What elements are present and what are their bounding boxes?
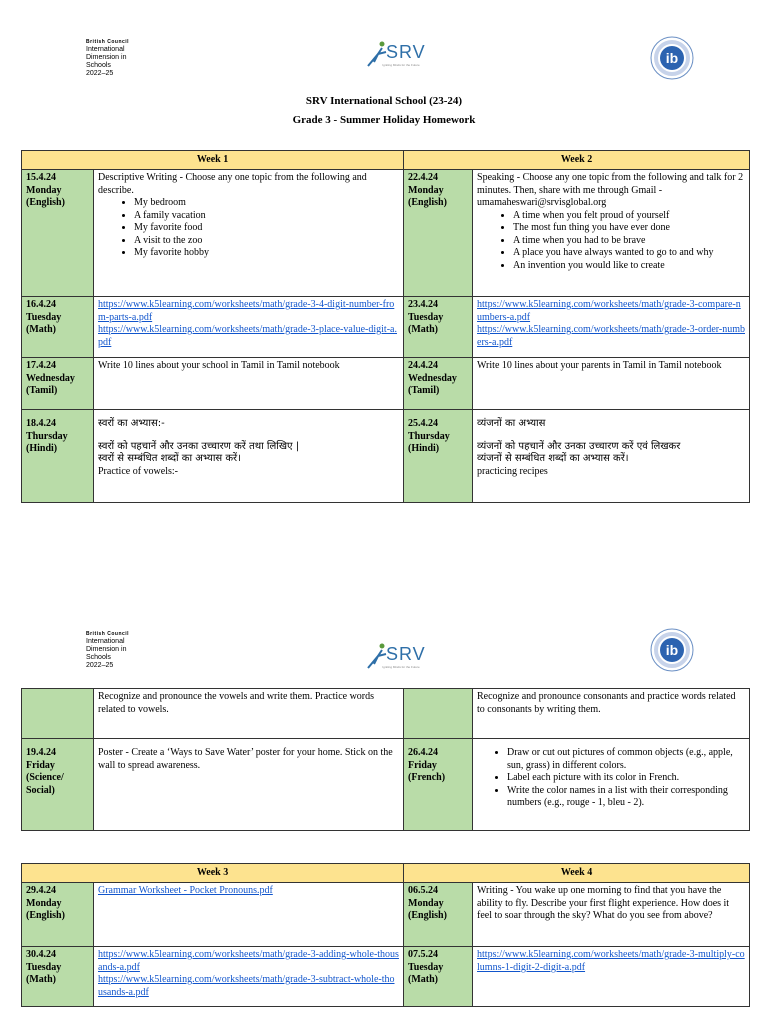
day-cell: 30.4.24 Tuesday (Math) [22, 947, 94, 1007]
ib-world-school-logo [650, 628, 694, 672]
day-cell: 07.5.24 Tuesday (Math) [404, 947, 473, 1007]
list-item: • Write the color names in a list with their corresponding numbers (e.g., rouge - 1, bleu - 2). [507, 785, 745, 810]
day-cell [404, 689, 473, 739]
worksheet-link[interactable]: https://www.k5learning.com/worksheets/math/grade-3-order-numbers-a.pdf [477, 324, 745, 348]
worksheet-link[interactable]: https://www.k5learning.com/worksheets/math/grade-3-subtract-whole-thousands-a.pdf [98, 974, 395, 998]
task-cell: Write 10 lines about your school in Tamil in Tamil notebook [94, 358, 404, 410]
list-item: • My bedroom [134, 197, 399, 210]
homework-table-continued [21, 688, 750, 831]
list-item: • A time when you felt proud of yourself [513, 210, 745, 223]
task-cell: Writing - You wake up one morning to find that you have the ability to fly. Describe your first flight experience. How does it feel to soar through the sky? What do you see from above? [473, 883, 750, 947]
day-cell: 29.4.24 Monday (English) [22, 883, 94, 947]
task-cell [473, 739, 750, 831]
list-item: • The most fun thing you have ever done [513, 222, 745, 235]
list-item: • A visit to the zoo [134, 235, 399, 248]
task-cell: व्यंजनों का अभ्यास व्यंजनों को पहचानें और उनका उच्चारण करें एवं लिखकर व्यंजनों से सम्बंधित शब्दों का अभ्यास करें। practicing recipes [473, 410, 750, 503]
grammar-worksheet-link[interactable]: Grammar Worksheet - Pocket Pronouns.pdf [98, 885, 273, 896]
task-cell [94, 297, 404, 358]
svg-text:ib: ib [665, 642, 679, 658]
task-cell [94, 947, 404, 1007]
list-item: • Label each picture with its color in French. [507, 772, 745, 785]
worksheet-link[interactable]: https://www.k5learning.com/worksheets/math/grade-3-place-value-digit-a.pdf [98, 324, 397, 348]
task-cell: Recognize and pronounce consonants and practice words related to consonants by writing them. [473, 689, 750, 739]
day-cell: 17.4.24 Wednesday (Tamil) [22, 358, 94, 410]
list-item: • A place you have always wanted to go to and why [513, 247, 745, 260]
list-item: • My favorite food [134, 222, 399, 235]
homework-table-weeks-1-2 [21, 150, 750, 503]
page-title: SRV International School (23-24) [305, 95, 463, 107]
day-cell [22, 689, 94, 739]
week-header: Week 2 [404, 151, 750, 170]
ib-world-school-logo [650, 36, 694, 80]
worksheet-link[interactable]: https://www.k5learning.com/worksheets/math/grade-3-4-digit-number-from-parts-a.pdf [98, 299, 395, 323]
srv-figure-icon [366, 642, 388, 670]
list-item: • A family vacation [134, 210, 399, 223]
list-item: • Draw or cut out pictures of common objects (e.g., apple, sun, grass) in different colors. [507, 747, 745, 772]
homework-table-weeks-3-4 [21, 863, 750, 1007]
task-cell: Speaking - Choose any one topic from the following and talk for 2 minutes. Then, share with me through Gmail - umamaheswari@srvisglobal.org • A time when you felt proud of yourself • The most fun thing you have ever done • A time when you had to be brave • A place you have always wanted to go to and why • An invention you would like to create [473, 170, 750, 297]
day-cell: 15.4.24 Monday (English) [22, 170, 94, 297]
day-cell: 22.4.24 Monday (English) [404, 170, 473, 297]
page-subtitle: Grade 3 - Summer Holiday Homework [292, 114, 476, 126]
week-header: Week 3 [22, 864, 404, 883]
day-cell: 25.4.24 Thursday (Hindi) [404, 410, 473, 503]
topic-list [477, 210, 745, 273]
task-cell: Write 10 lines about your parents in Tamil in Tamil notebook [473, 358, 750, 410]
british-council-badge: British Council [86, 631, 130, 637]
task-cell: स्वरों का अभ्यास:- स्वरों को पहचानें और उनका उच्चारण करें तथा लिखिए | स्वरों से सम्बंधित शब्दों का अभ्यास करें। Practice of vowels:- [94, 410, 404, 503]
topic-list [98, 197, 399, 260]
srv-logo: SRV Igniting Minds for the Future [368, 644, 434, 669]
task-cell [473, 947, 750, 1007]
list-item: • A time when you had to be brave [513, 235, 745, 248]
task-cell: Descriptive Writing - Choose any one topic from the following and describe. • My bedroom • A family vacation • My favorite food • A visit to the zoo • My favorite hobby [94, 170, 404, 297]
task-cell: Recognize and pronounce the vowels and write them. Practice words related to vowels. [94, 689, 404, 739]
svg-text:ib: ib [665, 50, 679, 66]
day-cell: 16.4.24 Tuesday (Math) [22, 297, 94, 358]
task-list [477, 747, 745, 810]
srv-figure-icon [366, 40, 388, 68]
srv-logo: SRV Igniting Minds for the Future [368, 42, 434, 67]
week-header: Week 1 [22, 151, 404, 170]
idis-logo: British Council International Dimension in Schools 2022–25 [86, 631, 130, 669]
day-cell: 23.4.24 Tuesday (Math) [404, 297, 473, 358]
task-cell: Poster - Create a ‘Ways to Save Water’ poster for your home. Stick on the wall to spread awareness. [94, 739, 404, 831]
day-cell: 19.4.24 Friday (Science/ Social) [22, 739, 94, 831]
week-header: Week 4 [404, 864, 750, 883]
worksheet-link[interactable]: https://www.k5learning.com/worksheets/math/grade-3-multiply-columns-1-digit-2-digit-a.pdf [477, 949, 745, 973]
idis-logo: British Council International Dimension in Schools 2022–25 [86, 39, 130, 77]
list-item: • An invention you would like to create [513, 260, 745, 273]
task-cell [94, 883, 404, 947]
worksheet-link[interactable]: https://www.k5learning.com/worksheets/math/grade-3-compare-numbers-a.pdf [477, 299, 741, 323]
british-council-badge: British Council [86, 39, 130, 45]
day-cell: 24.4.24 Wednesday (Tamil) [404, 358, 473, 410]
list-item: • My favorite hobby [134, 247, 399, 260]
day-cell: 18.4.24 Thursday (Hindi) [22, 410, 94, 503]
worksheet-link[interactable]: https://www.k5learning.com/worksheets/math/grade-3-adding-whole-thousands-a.pdf [98, 949, 399, 973]
task-cell [473, 297, 750, 358]
day-cell: 26.4.24 Friday (French) [404, 739, 473, 831]
day-cell: 06.5.24 Monday (English) [404, 883, 473, 947]
